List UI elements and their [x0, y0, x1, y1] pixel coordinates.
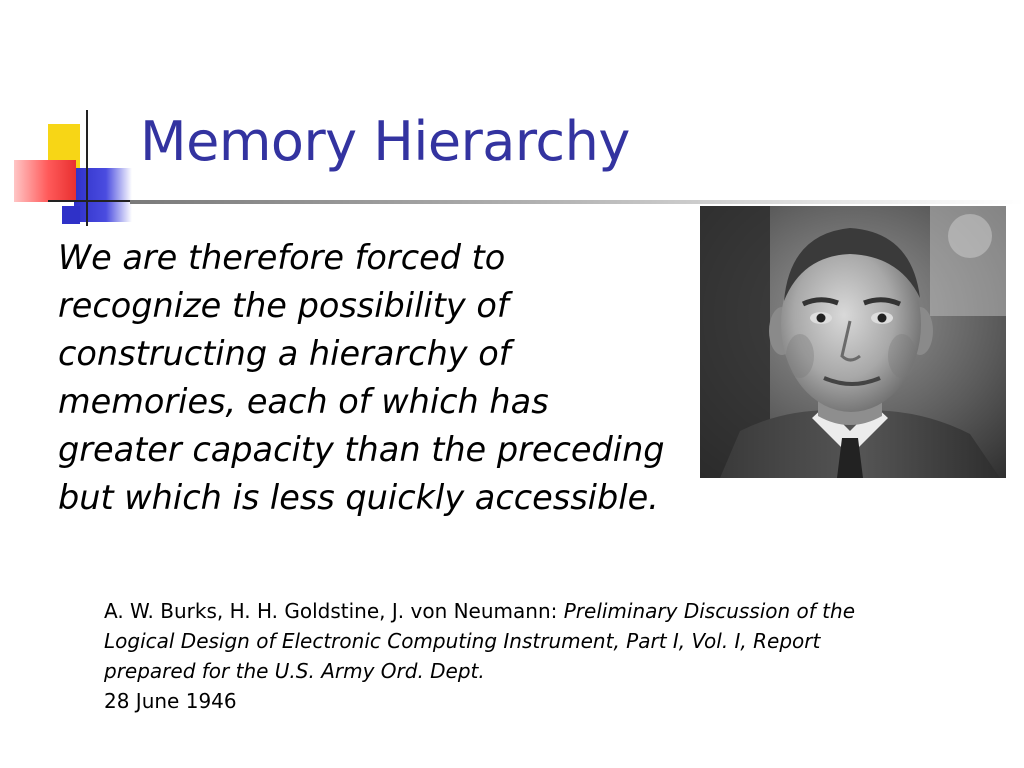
citation-date: 28 June 1946	[104, 689, 237, 713]
quote-line: We are therefore forced to	[58, 238, 506, 277]
citation-line-2: Logical Design of Electronic Computing Instrument, Part I, Vol. I, Report	[104, 629, 821, 653]
portrait-photo-icon	[700, 206, 1006, 478]
horizontal-line	[48, 200, 138, 202]
blue-square-small	[62, 206, 80, 224]
citation-line-3: prepared for the U.S. Army Ord. Dept.	[104, 659, 485, 683]
quote-line: constructing a hierarchy of	[58, 334, 511, 373]
citation-line-1	[104, 596, 984, 626]
citation	[104, 596, 984, 716]
slide-title: Memory Hierarchy	[140, 110, 630, 173]
quote-text	[58, 234, 698, 522]
vertical-line	[86, 110, 88, 226]
title-underline	[130, 200, 1024, 204]
corner-logo-icon	[0, 0, 150, 240]
citation-title: Preliminary Discussion of the	[563, 599, 855, 623]
quote-line: greater capacity than the preceding	[58, 430, 665, 469]
quote-line: but which is less quickly accessible.	[58, 478, 659, 517]
citation-authors: A. W. Burks, H. H. Goldstine, J. von Neumann:	[104, 599, 564, 623]
quote-line: memories, each of which has	[58, 382, 549, 421]
red-square	[14, 160, 76, 202]
blue-square	[74, 168, 132, 222]
quote-line: recognize the possibility of	[58, 286, 509, 325]
